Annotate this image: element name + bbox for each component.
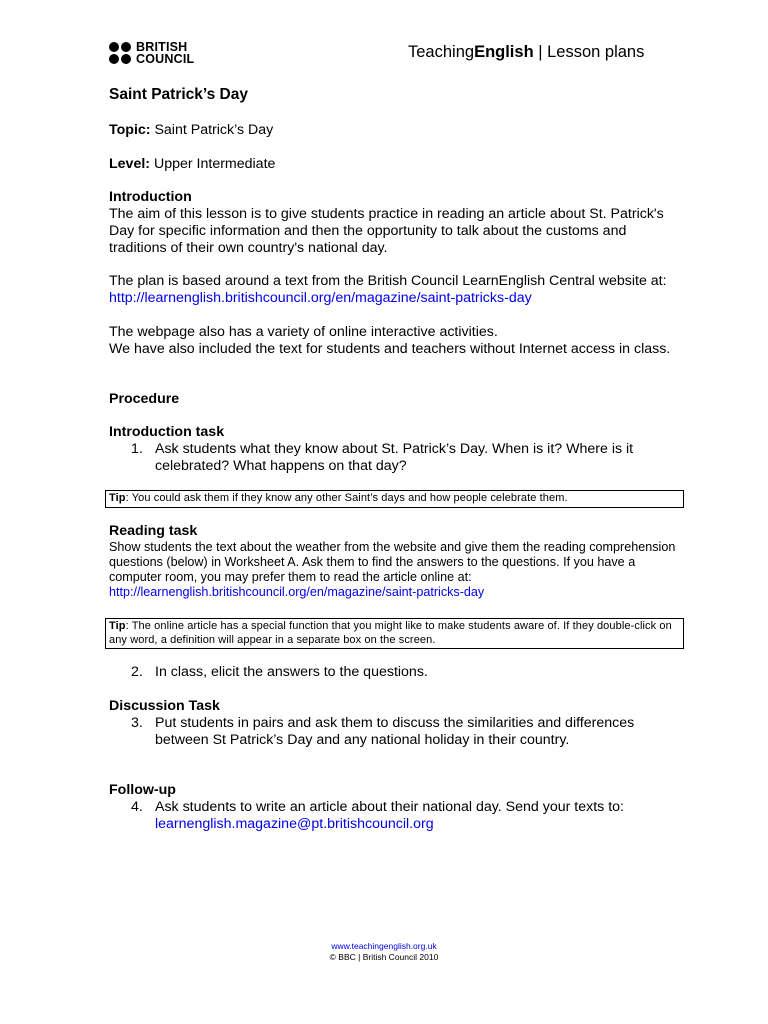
level-value: Upper Intermediate xyxy=(150,156,276,172)
footer-copyright: © BBC | British Council 2010 xyxy=(329,952,439,962)
introduction-section xyxy=(109,189,684,257)
reading-task-text: Show students the text about the weather from the website and give them the reading comprehension questions (below) in Worksheet A. Ask them to find the answers to the questions. If you have a computer room, you may prefer them to read the article online at: xyxy=(109,540,676,584)
introduction-p2-text: The plan is based around a text from the British Council LearnEnglish Central website at: xyxy=(109,273,667,289)
list-item-text xyxy=(155,799,681,833)
list-item xyxy=(131,664,681,681)
introduction-paragraph-3 xyxy=(109,324,684,358)
british-council-logo xyxy=(109,41,194,65)
list-item-text: Ask students what they know about St. Patrick’s Day. When is it? Where is it celebrated? What happens on that day? xyxy=(155,441,634,474)
reading-task-paragraph xyxy=(109,540,679,600)
list-item xyxy=(131,715,681,749)
page-title: Saint Patrick’s Day xyxy=(109,86,248,103)
list-item-text: In class, elicit the answers to the questions. xyxy=(155,664,428,680)
tip-label: Tip xyxy=(109,492,126,504)
list-item xyxy=(131,799,681,833)
header-brand xyxy=(408,43,644,62)
topic-line xyxy=(109,122,684,139)
tip-text: : You could ask them if they know any other Saint’s days and how people celebrate them. xyxy=(125,492,568,504)
intro-task-heading: Introduction task xyxy=(109,424,225,440)
logo-line-1: BRITISH xyxy=(136,40,188,54)
list-number: 3. xyxy=(131,715,143,731)
list-number: 2. xyxy=(131,664,143,680)
tip-text: : The online article has a special function that you might like to make students aware of. If they double-click on any word, a definition will appear in a separate box on the screen. xyxy=(109,620,672,646)
list-item xyxy=(131,441,681,475)
footer-url-link[interactable]: www.teachingenglish.org.uk xyxy=(331,941,437,951)
page-footer xyxy=(0,941,768,963)
introduction-p3-line1: The webpage also has a variety of online interactive activities. xyxy=(109,324,498,340)
email-link[interactable]: learnenglish.magazine@pt.britishcouncil.org xyxy=(155,815,434,832)
brand-suffix: | Lesson plans xyxy=(533,43,645,61)
tip-box xyxy=(105,490,684,508)
topic-label: Topic: xyxy=(109,122,151,138)
introduction-paragraph-2 xyxy=(109,273,684,307)
discussion-task-heading: Discussion Task xyxy=(109,698,220,714)
level-label: Level: xyxy=(109,156,151,172)
list-number: 4. xyxy=(131,799,143,815)
tip-label: Tip xyxy=(109,620,126,632)
tip-box xyxy=(105,618,684,649)
reading-task-heading: Reading task xyxy=(109,523,198,539)
list-item-text: Put students in pairs and ask them to discuss the similarities and differences between St Patrick’s Day and any national holiday in their country. xyxy=(155,715,635,748)
introduction-p3-line2: We have also included the text for students and teachers without Internet access in class. xyxy=(109,340,671,357)
learnenglish-link[interactable]: http://learnenglish.britishcouncil.org/en/magazine/saint-patricks-day xyxy=(109,289,532,306)
list-number: 1. xyxy=(131,441,143,457)
reading-task-link[interactable]: http://learnenglish.britishcouncil.org/en/magazine/saint-patricks-day xyxy=(109,585,485,599)
level-line xyxy=(109,156,684,173)
introduction-heading: Introduction xyxy=(109,189,192,205)
follow-up-heading: Follow-up xyxy=(109,782,176,798)
introduction-paragraph-1: The aim of this lesson is to give students practice in reading an article about St. Patrick's Day for specific information and then the opportunity to talk about the customs and traditions of their own country's national day. xyxy=(109,205,664,256)
procedure-heading: Procedure xyxy=(109,391,180,407)
logo-dots-icon xyxy=(109,42,131,64)
logo-line-2: COUNCIL xyxy=(136,52,195,66)
topic-value: Saint Patrick’s Day xyxy=(150,122,274,138)
brand-teaching: Teaching xyxy=(408,43,475,61)
follow-up-text: Ask students to write an article about their national day. Send your texts to: xyxy=(155,799,624,815)
brand-english: English xyxy=(474,43,534,61)
